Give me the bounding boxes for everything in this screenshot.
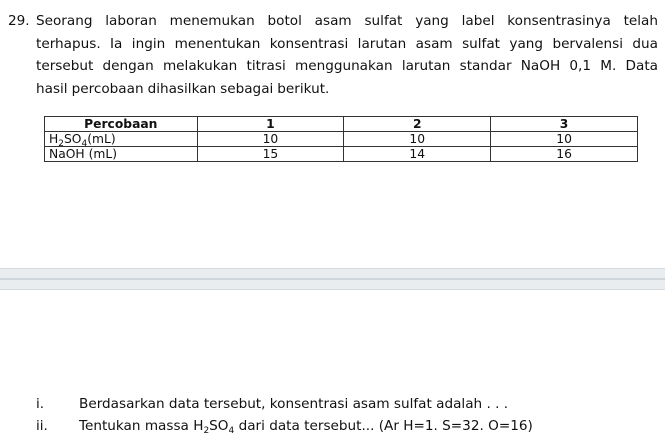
- header-3: 3: [491, 117, 638, 132]
- word: percobaan: [71, 80, 144, 97]
- label-sub-2: 2: [58, 139, 64, 149]
- cell-naoh-3: 16: [491, 147, 638, 162]
- word: menggunakan: [294, 58, 393, 74]
- word: Seorang: [36, 13, 93, 29]
- word: NaOH: [520, 58, 561, 74]
- word: botol: [267, 13, 302, 29]
- word: standar: [459, 58, 512, 74]
- table-row-naoh: [45, 147, 638, 162]
- word: konsentrasi: [269, 35, 349, 52]
- word: melakukan: [162, 58, 238, 74]
- cell-naoh-1: 15: [197, 147, 344, 162]
- subquestion-ii-so: SO: [209, 418, 229, 434]
- word: hasil: [36, 80, 68, 97]
- subquestion-i-text: Berdasarkan data tersebut, konsentrasi asam sulfat adalah . . .: [79, 396, 509, 412]
- word: 0,1: [569, 58, 592, 74]
- cell-h2so4-2: 10: [344, 132, 491, 147]
- word: telah: [623, 13, 658, 29]
- row-label-naoh: NaOH (mL): [45, 147, 198, 162]
- titration-table: [44, 116, 638, 162]
- word: titrasi: [246, 58, 286, 74]
- word: sulfat: [364, 13, 403, 29]
- word: M.: [600, 58, 617, 74]
- word: konsentrasinya: [507, 13, 611, 29]
- cell-h2so4-3: 10: [491, 132, 638, 147]
- header-2: 2: [344, 117, 491, 132]
- word: sebagai: [220, 80, 274, 97]
- word: ingin: [131, 35, 166, 52]
- subquestion-i-numeral: i.: [36, 396, 45, 412]
- separator-line: [0, 278, 665, 280]
- question-number: 29.: [8, 13, 30, 29]
- word: tersebut: [36, 58, 94, 74]
- question-line-2: [36, 33, 658, 56]
- header-1: 1: [197, 117, 344, 132]
- separator-band: [0, 268, 665, 290]
- word: yang: [509, 35, 544, 52]
- word: Data: [625, 58, 658, 74]
- label-sub-4: 4: [81, 139, 88, 149]
- table-header-row: [45, 117, 638, 132]
- row-label-h2so4: [45, 132, 198, 147]
- subquestion-i: [36, 396, 508, 412]
- subquestion-ii-text-pre: Tentukan massa H: [79, 418, 204, 434]
- word: laboran: [105, 13, 157, 29]
- label-h: H: [49, 132, 59, 146]
- word: sulfat: [462, 35, 500, 52]
- word: terhapus.: [36, 35, 101, 52]
- question-line-3: [36, 55, 658, 78]
- cell-h2so4-1: 10: [197, 132, 344, 147]
- word: yang: [415, 13, 449, 29]
- label-so: SO: [63, 132, 82, 146]
- question-line-4: [36, 78, 658, 101]
- word: asam: [415, 35, 453, 52]
- subquestion-ii-numeral: ii.: [36, 418, 48, 434]
- word: bervalensi: [552, 35, 624, 52]
- word: larutan: [401, 58, 451, 74]
- question-line-1: [36, 10, 658, 33]
- word: Ia: [110, 35, 123, 52]
- word: larutan: [357, 35, 407, 52]
- subquestion-ii-text-post: dari data tersebut... (Ar H=1. S=32. O=16): [234, 418, 533, 434]
- word: menentukan: [174, 35, 261, 52]
- table-row-h2so4: [45, 132, 638, 147]
- header-percobaan: Percobaan: [45, 117, 198, 132]
- subquestion-ii-sub-2: 2: [203, 426, 210, 436]
- question-text: [36, 10, 658, 100]
- word: menemukan: [169, 13, 255, 29]
- label-unit: (mL): [87, 132, 116, 146]
- word: dua: [632, 35, 658, 52]
- question-29: [8, 10, 658, 100]
- word: asam: [314, 13, 352, 29]
- subquestion-ii-sub-4: 4: [228, 426, 235, 436]
- word: dengan: [102, 58, 154, 74]
- cell-naoh-2: 14: [344, 147, 491, 162]
- word: berikut.: [277, 80, 330, 97]
- word: dihasilkan: [147, 80, 217, 97]
- word: label: [461, 13, 495, 29]
- subquestion-ii: [36, 418, 533, 434]
